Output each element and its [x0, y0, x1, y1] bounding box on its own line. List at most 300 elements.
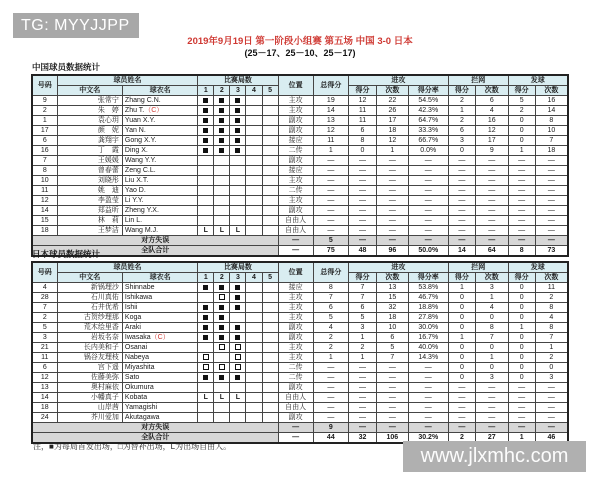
total-points: 44	[313, 433, 348, 444]
attack-points: —	[348, 363, 376, 373]
attack-attempts: 12	[377, 136, 409, 146]
set-cell	[214, 126, 230, 136]
serve-points: —	[508, 383, 535, 393]
attack-attempts: 26	[377, 106, 409, 116]
opponent-errors-row	[32, 236, 568, 246]
total-points: 8	[313, 283, 348, 293]
attack-rate: 30.2%	[408, 433, 448, 444]
player-jersey-name	[122, 403, 197, 413]
set-cell	[246, 413, 262, 423]
player-number: 10	[32, 176, 57, 186]
player-jersey-name	[122, 283, 197, 293]
set-cell	[214, 383, 230, 393]
player-number: 7	[32, 303, 57, 313]
player-cn-name: 佐藤美弥	[57, 373, 122, 383]
serve-attempts: —	[535, 383, 568, 393]
set-cell	[262, 206, 278, 216]
player-number: 5	[32, 323, 57, 333]
set-cell	[198, 186, 214, 196]
set-cell	[198, 403, 214, 413]
set-cell	[198, 166, 214, 176]
position-cell: 副攻	[278, 126, 313, 136]
position-cell: 二传	[278, 373, 313, 383]
set-cell	[214, 186, 230, 196]
position-cell: 接应	[278, 283, 313, 293]
serve-points: 1	[508, 433, 535, 444]
player-row	[32, 186, 568, 196]
attack-rate-header: 得分率	[408, 86, 448, 96]
block-points: —	[448, 236, 475, 246]
player-cn-name: 奥村麻依	[57, 383, 122, 393]
total-points: —	[313, 206, 348, 216]
player-row	[32, 116, 568, 126]
player-row	[32, 166, 568, 176]
set-number-header: 3	[230, 86, 246, 96]
block-points: 0	[448, 373, 475, 383]
col-position-header: 位置	[278, 262, 313, 283]
player-number: 7	[32, 156, 57, 166]
legend-note: 注，■为每局首发出场，□为替补出场，L为出场自由人。	[33, 442, 232, 451]
set-number-header: 2	[214, 273, 230, 283]
set-cell	[230, 323, 246, 333]
attack-score-header: 得分	[348, 273, 376, 283]
player-cn-name: 小幡真子	[57, 393, 122, 403]
player-row	[32, 206, 568, 216]
col-player-name-header: 球员姓名	[57, 262, 198, 273]
player-cn-name: 袁心玥	[57, 116, 122, 126]
set-cell	[246, 126, 262, 136]
set-cell	[214, 96, 230, 106]
player-number: 13	[32, 383, 57, 393]
total-points: —	[313, 216, 348, 226]
col-block-header: 拦网	[448, 75, 508, 86]
set-cell	[246, 313, 262, 323]
player-number: 14	[32, 206, 57, 216]
libero-mark: L	[214, 393, 230, 403]
attack-points: —	[348, 403, 376, 413]
opponent-errors-row	[32, 423, 568, 433]
jersey-name-text: Miyashita	[124, 364, 155, 371]
starter-square	[219, 98, 224, 103]
set-cell	[230, 126, 246, 136]
position-cell: 自由人	[278, 393, 313, 403]
block-points: —	[448, 176, 475, 186]
total-points: —	[313, 393, 348, 403]
set-cell	[246, 323, 262, 333]
attack-attempts: —	[377, 166, 409, 176]
player-jersey-name	[122, 186, 197, 196]
starter-square	[235, 295, 240, 300]
serve-attempts: —	[535, 206, 568, 216]
set-cell	[262, 373, 278, 383]
team-total-row-label: 全队合计	[32, 246, 278, 257]
block-attempts-header: 次数	[475, 273, 508, 283]
block-attempts: —	[475, 226, 508, 236]
attack-attempts-header: 次数	[377, 273, 409, 283]
table-header	[32, 75, 568, 96]
total-points: 75	[313, 246, 348, 257]
block-points: 2	[448, 116, 475, 126]
serve-points: 0	[508, 293, 535, 303]
block-points: 6	[448, 126, 475, 136]
set-cell	[198, 333, 214, 343]
starter-square	[219, 128, 224, 133]
serve-points: 8	[508, 246, 535, 257]
block-attempts: —	[475, 403, 508, 413]
player-number: 3	[32, 333, 57, 343]
player-number: 4	[32, 283, 57, 293]
starter-square	[219, 108, 224, 113]
site-watermark: www.jlxmhc.com	[403, 441, 586, 472]
set-cell	[198, 283, 214, 293]
block-points: 2	[448, 433, 475, 444]
china-stats-table	[31, 74, 569, 257]
total-points: 1	[313, 353, 348, 363]
set-cell	[214, 313, 230, 323]
jersey-name-text: Akutagawa	[124, 414, 160, 421]
jersey-name-text: Shinnabe	[124, 284, 155, 291]
serve-attempts: 11	[535, 283, 568, 293]
set-cell	[246, 343, 262, 353]
china-table-container	[31, 74, 569, 257]
jersey-name-text: Araki	[124, 324, 141, 331]
starter-square	[235, 375, 240, 380]
starter-square	[235, 335, 240, 340]
set-cell	[198, 126, 214, 136]
serve-attempts: 2	[535, 293, 568, 303]
col-block-header: 拦网	[448, 262, 508, 273]
set-cell	[198, 176, 214, 186]
block-points: —	[448, 403, 475, 413]
set-cell	[214, 373, 230, 383]
player-jersey-name	[122, 106, 197, 116]
set-cell	[262, 303, 278, 313]
attack-points: —	[348, 206, 376, 216]
serve-points: 0	[508, 333, 535, 343]
block-attempts: 0	[475, 343, 508, 353]
attack-points: —	[348, 423, 376, 433]
player-jersey-name	[122, 156, 197, 166]
serve-attempts: 0	[535, 363, 568, 373]
set-cell	[230, 403, 246, 413]
set-cell	[246, 136, 262, 146]
col-number-header: 号码	[32, 75, 57, 96]
total-points: 19	[313, 96, 348, 106]
serve-attempts: —	[535, 186, 568, 196]
attack-points: 6	[348, 303, 376, 313]
substitute-square	[235, 344, 241, 350]
position-cell: 主攻	[278, 343, 313, 353]
player-row	[32, 136, 568, 146]
jersey-name-text: Liu X.T.	[124, 177, 149, 184]
total-points: —	[313, 156, 348, 166]
starter-square	[203, 108, 208, 113]
attack-rate: 27.8%	[408, 313, 448, 323]
position-cell: 二传	[278, 186, 313, 196]
player-cn-name: 龚翔宇	[57, 136, 122, 146]
col-cn-name-header: 中文名	[57, 86, 122, 96]
player-cn-name: 王媛媛	[57, 156, 122, 166]
attack-rate: 16.7%	[408, 333, 448, 343]
player-jersey-name	[122, 136, 197, 146]
attack-rate: 40.0%	[408, 343, 448, 353]
position-cell: 二传	[278, 146, 313, 156]
starter-square	[235, 305, 240, 310]
jersey-name-text: Kobata	[124, 394, 148, 401]
attack-attempts: 7	[377, 353, 409, 363]
block-attempts: —	[475, 393, 508, 403]
serve-attempts: —	[535, 413, 568, 423]
position-cell: 主攻	[278, 313, 313, 323]
set-cell	[198, 353, 214, 363]
set-cell	[198, 303, 214, 313]
set-cell	[214, 323, 230, 333]
player-number: 11	[32, 186, 57, 196]
libero-mark: L	[214, 226, 230, 236]
serve-attempts: 14	[535, 106, 568, 116]
serve-score-header: 得分	[508, 86, 535, 96]
starter-square	[235, 118, 240, 123]
total-points: —	[313, 196, 348, 206]
set-cell	[214, 156, 230, 166]
set-cell	[230, 166, 246, 176]
set-number-header: 1	[198, 86, 214, 96]
set-cell	[230, 136, 246, 146]
set-cell	[214, 116, 230, 126]
player-jersey-name	[122, 176, 197, 186]
player-jersey-name	[122, 166, 197, 176]
total-points: —	[313, 186, 348, 196]
player-jersey-name	[122, 116, 197, 126]
attack-attempts: —	[377, 423, 409, 433]
starter-square	[235, 285, 240, 290]
player-cn-name: 锅谷友理枝	[57, 353, 122, 363]
jersey-name-text: Zheng Y.X.	[124, 207, 159, 214]
player-jersey-name	[122, 343, 197, 353]
position-cell: 自由人	[278, 216, 313, 226]
block-attempts: 0	[475, 363, 508, 373]
col-jersey-name-header: 球衣名	[122, 86, 197, 96]
attack-attempts: 13	[377, 283, 409, 293]
position-cell: 副攻	[278, 383, 313, 393]
player-number: 8	[32, 166, 57, 176]
starter-square	[219, 148, 224, 153]
set-cell	[230, 216, 246, 226]
set-cell	[214, 333, 230, 343]
serve-attempts: 46	[535, 433, 568, 444]
attack-attempts: 15	[377, 293, 409, 303]
block-attempts: —	[475, 216, 508, 226]
attack-rate: —	[408, 166, 448, 176]
serve-attempts: —	[535, 423, 568, 433]
starter-square	[235, 138, 240, 143]
position-cell: 副攻	[278, 333, 313, 343]
starter-square	[203, 335, 208, 340]
player-number: 2	[32, 313, 57, 323]
total-points: 11	[313, 136, 348, 146]
player-row	[32, 146, 568, 156]
player-number: 6	[32, 136, 57, 146]
set-number-header: 2	[214, 86, 230, 96]
set-cell	[230, 116, 246, 126]
set-cell	[198, 156, 214, 166]
attack-points: —	[348, 226, 376, 236]
serve-points: —	[508, 156, 535, 166]
block-points: —	[448, 186, 475, 196]
attack-rate: —	[408, 413, 448, 423]
serve-points: —	[508, 206, 535, 216]
set-cell	[230, 333, 246, 343]
serve-attempts: 73	[535, 246, 568, 257]
attack-rate: —	[408, 363, 448, 373]
serve-points: —	[508, 186, 535, 196]
attack-rate: —	[408, 403, 448, 413]
set-cell	[246, 106, 262, 116]
set-number-header: 1	[198, 273, 214, 283]
set-cell	[246, 403, 262, 413]
libero-mark: L	[230, 226, 246, 236]
attack-points: —	[348, 383, 376, 393]
jersey-name-text: Zeng C.L.	[124, 167, 156, 174]
block-attempts: 4	[475, 303, 508, 313]
serve-attempts: 16	[535, 96, 568, 106]
jersey-name-text: Li Y.Y.	[124, 197, 144, 204]
set-cell	[198, 413, 214, 423]
block-points: —	[448, 196, 475, 206]
set-cell	[262, 226, 278, 236]
attack-points: —	[348, 196, 376, 206]
player-number: 16	[32, 146, 57, 156]
block-attempts: —	[475, 206, 508, 216]
block-attempts: 7	[475, 333, 508, 343]
player-cn-name: 曾春蕾	[57, 166, 122, 176]
player-number: 18	[32, 403, 57, 413]
serve-attempts: 8	[535, 116, 568, 126]
set-cell	[246, 116, 262, 126]
col-attack-header: 进攻	[348, 262, 448, 273]
block-attempts: —	[475, 236, 508, 246]
attack-rate: —	[408, 156, 448, 166]
attack-points: 1	[348, 333, 376, 343]
set-cell	[214, 403, 230, 413]
player-cn-name: 新锅理沙	[57, 283, 122, 293]
captain-mark: （C）	[150, 334, 170, 341]
attack-points: 7	[348, 283, 376, 293]
jersey-name-text: Yan N.	[124, 127, 146, 134]
block-points: 3	[448, 136, 475, 146]
set-cell	[198, 343, 214, 353]
serve-points: —	[508, 166, 535, 176]
player-jersey-name	[122, 216, 197, 226]
attack-points: 0	[348, 146, 376, 156]
attack-rate: —	[408, 373, 448, 383]
set-cell	[246, 146, 262, 156]
attack-score-header: 得分	[348, 86, 376, 96]
libero-mark: L	[198, 226, 214, 236]
attack-points: 2	[348, 343, 376, 353]
attack-rate: —	[408, 383, 448, 393]
set-cell	[262, 293, 278, 303]
attack-points: —	[348, 166, 376, 176]
position-cell: 二传	[278, 363, 313, 373]
set-cell	[230, 343, 246, 353]
player-cn-name: 王梦洁	[57, 226, 122, 236]
block-attempts: —	[475, 186, 508, 196]
set-cell	[262, 196, 278, 206]
player-row	[32, 226, 568, 236]
total-points: 7	[313, 293, 348, 303]
jersey-name-text: Okumura	[124, 384, 154, 391]
serve-attempts: —	[535, 176, 568, 186]
col-serve-header: 发球	[508, 75, 568, 86]
block-attempts: 9	[475, 146, 508, 156]
set-cell	[230, 156, 246, 166]
attack-attempts: —	[377, 373, 409, 383]
set-cell	[262, 176, 278, 186]
serve-attempts: 1	[535, 343, 568, 353]
block-score-header: 得分	[448, 273, 475, 283]
tg-watermark: TG: MYYJJPP	[13, 13, 139, 38]
opponent-errors-row-label: 对方失误	[32, 236, 278, 246]
attack-points: 8	[348, 136, 376, 146]
player-row	[32, 343, 568, 353]
set-number-header: 5	[262, 273, 278, 283]
set-cell	[230, 293, 246, 303]
set-cell	[214, 146, 230, 156]
section-title-japan: 日本球员数据统计	[32, 249, 101, 259]
jersey-name-text: Yao D.	[124, 187, 146, 194]
serve-attempts: —	[535, 236, 568, 246]
attack-points: 3	[348, 323, 376, 333]
player-row	[32, 323, 568, 333]
starter-square	[203, 128, 208, 133]
block-attempts: 27	[475, 433, 508, 444]
starter-square	[203, 315, 208, 320]
attack-rate: 18.8%	[408, 303, 448, 313]
player-cn-name: 李盈莹	[57, 196, 122, 206]
player-row	[32, 196, 568, 206]
serve-points: —	[508, 196, 535, 206]
position-cell: 副攻	[278, 156, 313, 166]
substitute-square	[235, 354, 241, 360]
player-jersey-name	[122, 313, 197, 323]
attack-points: —	[348, 216, 376, 226]
total-points: 9	[313, 423, 348, 433]
set-cell	[198, 363, 214, 373]
player-jersey-name	[122, 293, 197, 303]
total-points: 2	[313, 343, 348, 353]
block-points: —	[448, 216, 475, 226]
starter-square	[203, 98, 208, 103]
set-cell	[214, 303, 230, 313]
player-number: 14	[32, 393, 57, 403]
set-cell	[246, 166, 262, 176]
total-points: 4	[313, 323, 348, 333]
attack-rate: 33.3%	[408, 126, 448, 136]
set-cell	[214, 176, 230, 186]
player-number: 6	[32, 363, 57, 373]
player-number: 11	[32, 353, 57, 363]
substitute-square	[235, 364, 241, 370]
substitute-square	[219, 294, 225, 300]
starter-square	[203, 118, 208, 123]
block-attempts: —	[475, 196, 508, 206]
serve-attempts-header: 次数	[535, 273, 568, 283]
attack-points: —	[348, 236, 376, 246]
attack-points: —	[348, 176, 376, 186]
total-points: —	[313, 226, 348, 236]
set-cell	[214, 293, 230, 303]
